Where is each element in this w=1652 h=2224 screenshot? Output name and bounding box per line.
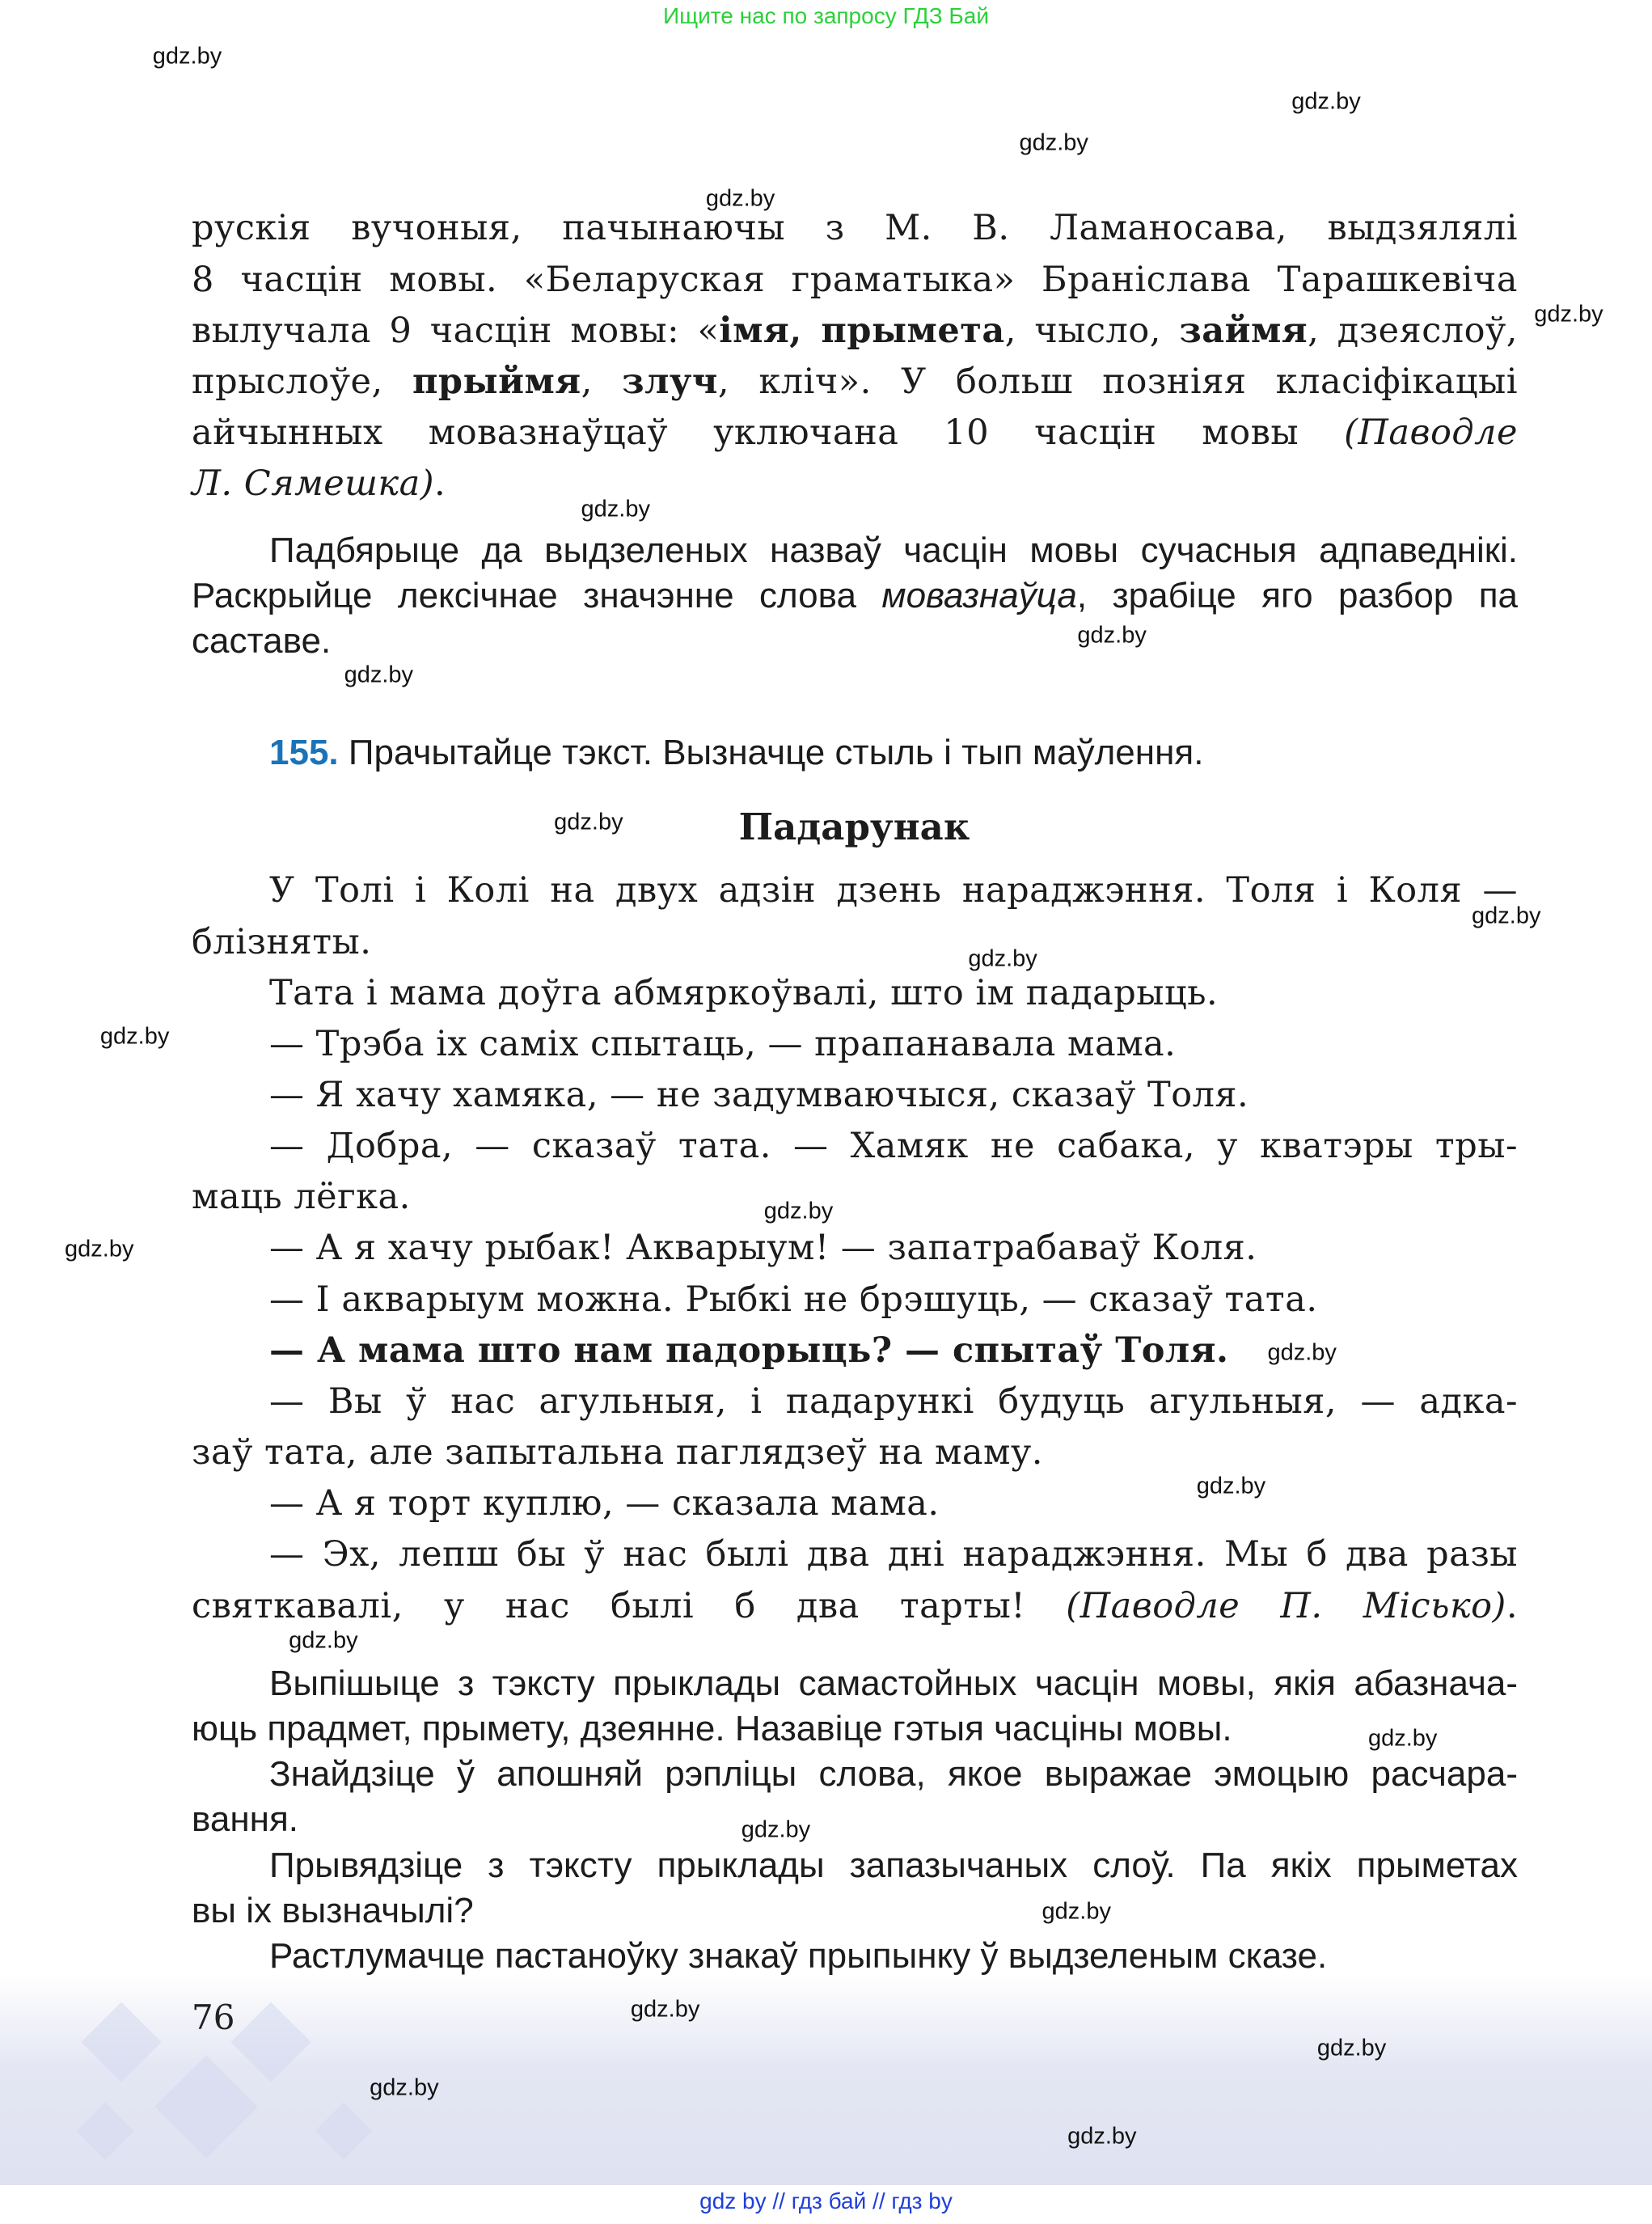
search-banner[interactable]: Ищите нас по запросу ГДЗ Бай <box>662 3 990 28</box>
text-segment: Знайдзіце ў апошняй рэпліцы слова, якое выражае эмоцыю расчара- <box>269 1754 1518 1794</box>
story-line <box>269 866 1518 915</box>
text-segment: Л. Сямешка) <box>192 463 435 504</box>
text-segment: — Я хачу хамяка, — не задумваючыся, сказаў Толя. <box>269 1075 1249 1115</box>
text-segment: імя, прымета <box>719 311 1005 351</box>
text-segment: юць прадмет, прымету, дзеянне. Назавіце гэтыя часціны мовы. <box>192 1709 1232 1748</box>
footer-links[interactable]: gdz by // гдз бай // гдз by <box>699 2188 953 2213</box>
watermark-text: gdz.by <box>705 185 775 212</box>
watermark-text: gdz.by <box>968 945 1037 972</box>
watermark-text: gdz.by <box>289 1627 358 1654</box>
watermark-text: gdz.by <box>1067 2123 1137 2150</box>
text-segment: — Добра, — сказаў тата. — Хамяк не сабака, у кватэры тры- <box>269 1126 1518 1166</box>
text-segment: блізняты. <box>192 922 372 962</box>
tasks-line <box>269 1660 1518 1708</box>
exercise-number: 155. <box>269 733 339 772</box>
watermark-text: gdz.by <box>1316 2035 1387 2061</box>
text-segment: саставе. <box>192 621 332 661</box>
text-segment: мовазнаўца <box>881 576 1077 615</box>
intro-line <box>192 256 1518 304</box>
text-segment: 8 часцін мовы. «Беларуская граматыка» Браніслава Тарашкевіча <box>192 260 1518 300</box>
story-line <box>269 1377 1518 1426</box>
intro-line <box>192 307 1518 355</box>
text-segment: Выпішыце з тэксту прыклады самастойных часцін мовы, якія абазнача- <box>269 1664 1518 1703</box>
text-segment: , чысло, <box>1004 311 1180 351</box>
intro_task-line <box>269 526 1518 575</box>
watermark-text: gdz.by <box>1041 1898 1112 1925</box>
story-line <box>269 969 1218 1017</box>
tasks-line <box>269 1750 1518 1799</box>
text-segment: (Паводле П. Місько) <box>1066 1586 1506 1626</box>
exercise-heading <box>269 729 1203 777</box>
text-segment: , кліч». У больш позніяя класіфікацыі <box>717 362 1518 402</box>
text-segment: , <box>581 362 623 402</box>
intro-line <box>192 204 1518 252</box>
story-line <box>269 1122 1518 1170</box>
watermark-text: gdz.by <box>99 1023 170 1050</box>
text-segment: , зрабіце яго разбор па <box>1076 576 1518 615</box>
intro-line <box>192 459 446 508</box>
text-segment: заў тата, але запытальна паглядзеў на маму. <box>192 1432 1043 1473</box>
text-segment: вылучала 9 часцін мовы: « <box>192 311 720 351</box>
watermark-text: gdz.by <box>1472 903 1541 929</box>
tasks-line <box>269 1932 1327 1981</box>
intro-line <box>192 357 1518 406</box>
text-segment: Раскрыйце лексічнае значэнне слова <box>192 576 882 615</box>
text-segment: святкавалі, у нас былі б два тарты! <box>192 1586 1067 1626</box>
story-title: Падарунак <box>738 805 970 848</box>
page-number: 76 <box>192 1998 235 2037</box>
story-line <box>269 1224 1257 1272</box>
story-line <box>192 918 371 966</box>
text-segment: — А я торт куплю, — сказала мама. <box>269 1483 940 1524</box>
story-line <box>269 1071 1249 1119</box>
story-line <box>269 1020 1176 1068</box>
text-segment: , дзеяслоў, <box>1308 311 1518 351</box>
text-segment: айчынных мовазнаўцаў уключана 10 часцін мовы <box>192 412 1345 453</box>
watermark-text: gdz.by <box>630 1996 700 2023</box>
watermark-text: gdz.by <box>763 1198 834 1224</box>
text-segment: . <box>1506 1586 1518 1626</box>
exercise-instruction: Прачытайце тэкст. Вызначце стыль і тып маўлення. <box>338 733 1204 772</box>
watermark-text: gdz.by <box>1267 1339 1337 1366</box>
text-segment: Растлумачце пастаноўку знакаў прыпынку ў выдзеленым сказе. <box>269 1936 1328 1976</box>
intro_task-line <box>192 572 1518 620</box>
story-line <box>269 1275 1318 1324</box>
watermark-text: gdz.by <box>152 43 222 70</box>
story-line <box>192 1428 1043 1477</box>
text-segment: Падбярыце да выдзеленых назваў часцін мовы сучасныя адпаведнікі. <box>269 531 1518 570</box>
text-segment: прыслоўе, <box>192 362 412 402</box>
text-segment: . <box>434 463 446 504</box>
tasks-line <box>269 1841 1518 1890</box>
story-line <box>269 1479 940 1528</box>
page-footer-background <box>0 1973 1652 2185</box>
text-segment: прыймя <box>412 362 581 402</box>
text-segment: маць лёгка. <box>192 1177 411 1217</box>
text-segment: — Эх, лепш бы ў нас былі два дні нараджэння. Мы б два разы <box>269 1534 1518 1575</box>
watermark-text: gdz.by <box>741 1816 811 1843</box>
watermark-text: gdz.by <box>1077 622 1147 649</box>
watermark-text: gdz.by <box>370 2074 439 2101</box>
watermark-text: gdz.by <box>344 662 414 688</box>
tasks-line <box>192 1795 298 1844</box>
watermark-text: gdz.by <box>1019 129 1088 156</box>
text-segment: вы іх вызначылі? <box>192 1891 474 1930</box>
text-segment: злуч <box>622 362 718 402</box>
intro-line <box>192 408 1518 457</box>
text-segment: Тата і мама доўга абмяркоўвалі, што ім падарыць. <box>269 973 1219 1013</box>
intro_task-line <box>192 617 331 666</box>
tasks-line <box>192 1705 1232 1753</box>
text-segment: рускія вучоныя, пачынаючы з М. В. Ламаносава, выдзялялі <box>192 208 1518 248</box>
text-segment: — І акварыум можна. Рыбкі не брэшуць, — сказаў тата. <box>269 1279 1318 1320</box>
text-segment: У Толі і Колі на двух адзін дзень нараджэння. Толя і Коля — <box>269 870 1518 911</box>
text-segment: — А мама што нам падорыць? — спытаў Толя. <box>269 1330 1229 1371</box>
watermark-text: gdz.by <box>65 1236 134 1262</box>
story-line <box>192 1173 411 1221</box>
text-segment: Прывядзіце з тэксту прыклады запазычаных слоў. Па якіх прыметах <box>269 1846 1518 1885</box>
tasks-line <box>192 1887 474 1935</box>
watermark-text: gdz.by <box>1534 301 1603 328</box>
text-segment: (Паводле <box>1344 412 1518 453</box>
text-segment: вання. <box>192 1799 298 1839</box>
watermark-text: gdz.by <box>1367 1725 1438 1752</box>
story-line <box>269 1530 1518 1579</box>
watermark-text: gdz.by <box>581 496 650 522</box>
watermark-text: gdz.by <box>1291 88 1361 115</box>
story-line <box>192 1582 1518 1630</box>
text-segment: — Трэба іх саміх спытаць, — прапанавала мама. <box>269 1024 1177 1064</box>
text-segment: — Вы ў нас агульныя, і падарункі будуць агульныя, — адка- <box>269 1381 1518 1422</box>
text-segment: займя <box>1179 311 1308 351</box>
story-line <box>269 1326 1228 1375</box>
text-segment: — А я хачу рыбак! Акварыум! — запатрабаваў Коля. <box>269 1228 1257 1268</box>
watermark-text: gdz.by <box>1196 1473 1266 1499</box>
watermark-text: gdz.by <box>554 809 623 835</box>
